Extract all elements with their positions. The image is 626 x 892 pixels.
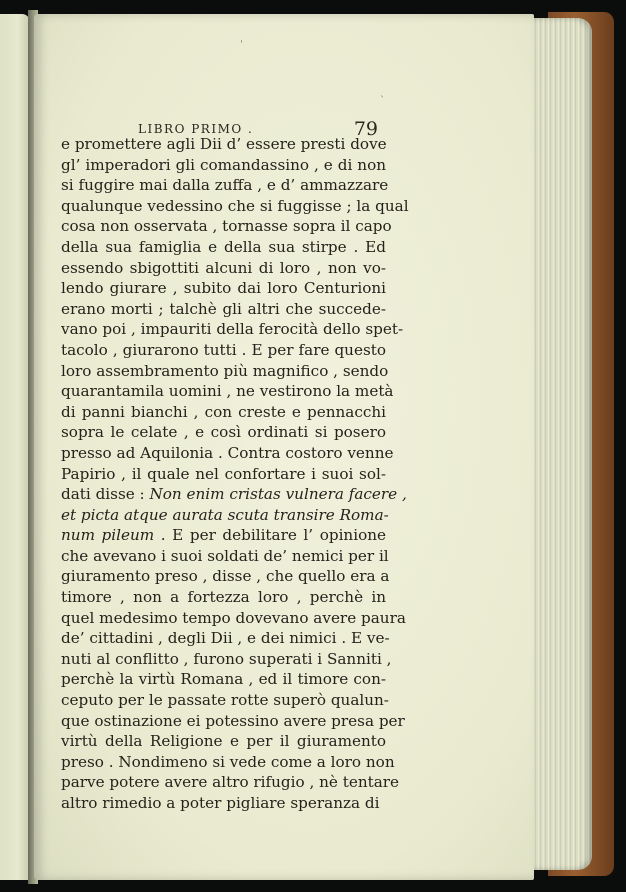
text-line (61, 216, 392, 237)
text-line (61, 731, 386, 752)
line-text: dati disse : (61, 485, 150, 504)
line-text: quarantamila uomini , ne vestirono la metà (61, 382, 394, 401)
italic-quote: et picta atque aurata scuta transire Roma- (61, 505, 389, 524)
line-text: tacolo , giurarono tutti . E per fare questo (61, 340, 386, 359)
running-head: LIBRO PRIMO . (138, 122, 254, 136)
text-line (61, 669, 386, 690)
text-line (61, 566, 390, 587)
text-line (61, 340, 386, 361)
text-line (61, 443, 394, 464)
line-text: vano poi , impauriti della ferocità dello spet- (61, 320, 404, 339)
line-text: perchè la virtù Romana , ed il timore con- (61, 670, 386, 689)
text-line (61, 628, 390, 649)
text-line (61, 319, 404, 340)
text-line (61, 299, 386, 320)
line-text: nuti al conflitto , furono superati i Sanniti , (61, 649, 392, 668)
text-line (61, 711, 405, 732)
text-line (61, 361, 389, 382)
text-line (61, 484, 407, 505)
text-line (61, 258, 386, 279)
line-text: di panni bianchi , con creste e pennacchi (61, 402, 386, 421)
text-line (61, 649, 392, 670)
text-line (61, 175, 389, 196)
page-number: 79 (353, 118, 378, 140)
line-text: altro rimedio a poter pigliare speranza di (61, 794, 380, 812)
italic-quote: num pileum (61, 526, 155, 545)
text-line (61, 546, 389, 567)
line-text: quel medesimo tempo dovevano avere paura (61, 608, 406, 627)
text-line (61, 422, 386, 443)
italic-quote: Non enim cristas vulnera facere , (149, 485, 407, 504)
line-text: della sua famiglia e della sua stirpe . Ed (61, 237, 386, 256)
line-text: e promettere agli Dii d’ essere presti dove (61, 135, 387, 153)
text-line (61, 690, 389, 711)
line-text: ceputo per le passate rotte superò qualun- (61, 691, 389, 710)
line-text: timore , non a fortezza loro , perchè in (61, 588, 386, 607)
text-line (61, 505, 389, 526)
text-line (61, 381, 394, 402)
body-text (61, 134, 409, 814)
line-text: sopra le celate , e così ordinati si posero (61, 423, 386, 442)
text-line (61, 134, 386, 155)
line-text: preso . Nondimeno si vede come a loro non (61, 752, 395, 771)
line-text: si fuggire mai dalla zuffa , e d’ ammazzare (61, 176, 389, 195)
line-text: gl’ imperadori gli comandassino , e di non (61, 155, 386, 174)
text-line (61, 587, 386, 608)
left-page-edge (0, 14, 30, 880)
line-text: . E per debilitare l’ opinione (154, 526, 386, 545)
line-text: essendo sbigottiti alcuni di loro , non vo- (61, 258, 386, 277)
text-line (61, 464, 386, 485)
line-text: Papirio , il quale nel confortare i suoi sol- (61, 464, 386, 483)
line-text: lendo giurare , subito dai loro Centurioni (61, 279, 386, 298)
line-text: cosa non osservata , tornasse sopra il capo (61, 217, 392, 236)
text-line (61, 402, 386, 423)
text-line (61, 752, 395, 773)
line-text: de’ cittadini , degli Dii , e dei nimici . E ve- (61, 629, 390, 648)
stray-mark: ˈ (240, 40, 243, 51)
text-line (61, 196, 409, 217)
text-line (61, 525, 386, 546)
text-line (61, 237, 386, 258)
stray-mark: ˋ (380, 96, 385, 107)
line-text: giuramento preso , disse , che quello era a (61, 567, 390, 586)
text-line (61, 278, 386, 299)
line-text: virtù della Religione e per il giuramento (61, 732, 386, 751)
text-line (61, 772, 400, 793)
text-line (61, 608, 406, 629)
line-text: presso ad Aquilonia . Contra costoro venne (61, 443, 394, 462)
line-text: que ostinazione ei potessino avere presa per (61, 711, 405, 730)
text-line (61, 155, 386, 176)
line-text: che avevano i suoi soldati de’ nemici per il (61, 546, 389, 565)
line-text: erano morti ; talchè gli altri che succede- (61, 299, 386, 318)
line-text: loro assembramento più magnifico , sendo (61, 361, 389, 380)
text-line (61, 793, 386, 814)
line-text: qualunque vedessino che si fuggisse ; la qual (61, 196, 409, 215)
line-text: parve potere avere altro rifugio , nè tentare (61, 773, 400, 792)
